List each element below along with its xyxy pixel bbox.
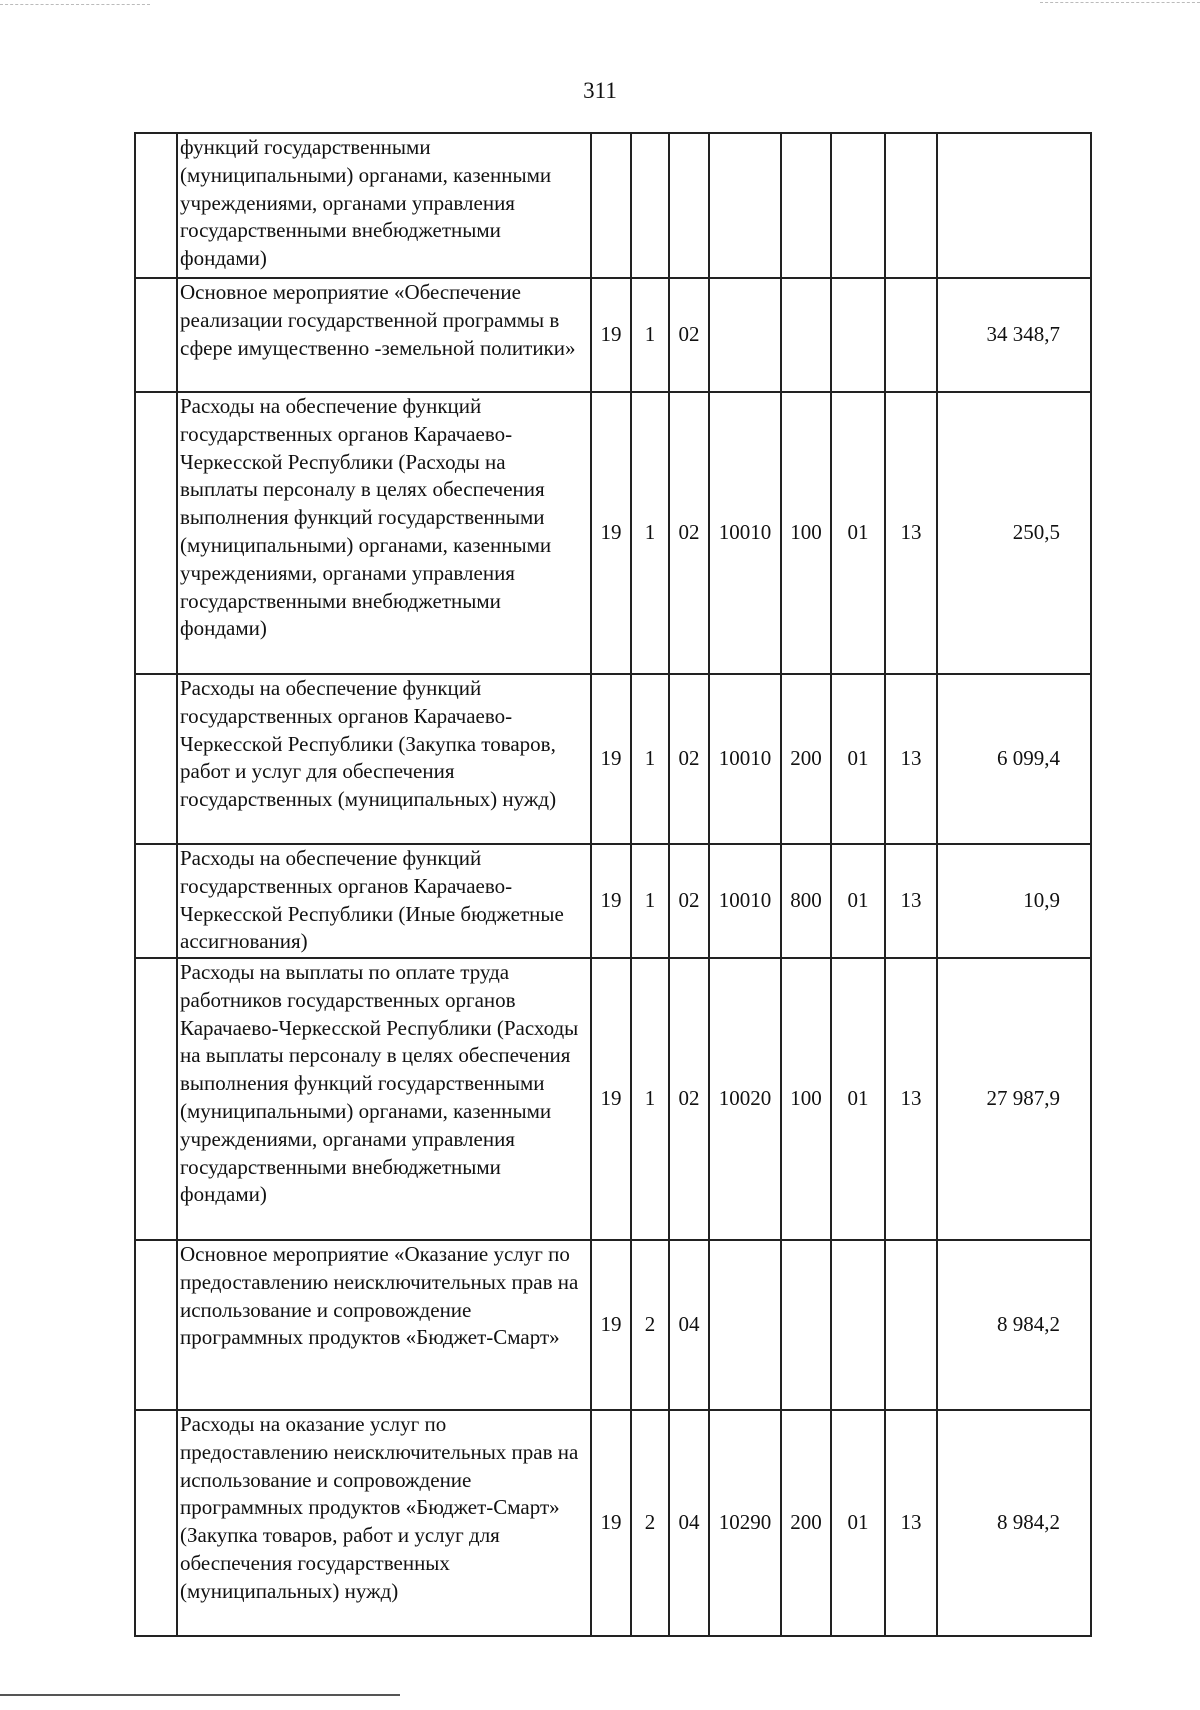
code-cell: 800 (781, 844, 831, 958)
code-cell: 02 (669, 278, 709, 392)
code-cell: 13 (885, 674, 937, 844)
row-number-cell (135, 958, 177, 1240)
code-cell: 1 (631, 392, 669, 674)
code-cell: 01 (831, 844, 885, 958)
row-number-cell (135, 133, 177, 278)
amount-cell: 6 099,4 (937, 674, 1091, 844)
code-cell: 19 (591, 958, 631, 1240)
code-cell (831, 278, 885, 392)
code-cell: 02 (669, 844, 709, 958)
row-number-cell (135, 1410, 177, 1636)
page-number: 311 (583, 78, 617, 103)
code-cell: 13 (885, 958, 937, 1240)
table-row (135, 958, 1091, 1240)
code-cell: 2 (631, 1410, 669, 1636)
code-cell: 1 (631, 958, 669, 1240)
code-cell: 19 (591, 844, 631, 958)
code-cell: 01 (831, 674, 885, 844)
code-cell: 13 (885, 844, 937, 958)
code-cell: 200 (781, 674, 831, 844)
scan-artifact-line-top-left (0, 4, 150, 5)
table-row (135, 392, 1091, 674)
budget-table (134, 132, 1092, 1637)
code-cell: 19 (591, 278, 631, 392)
scan-artifact-line-top-right (1040, 2, 1200, 3)
code-cell (831, 133, 885, 278)
code-cell: 01 (831, 392, 885, 674)
description-cell: Расходы на обеспечение функций государственных органов Карачаево-Черкесской Республики (Иные бюджетные ассигнования) (177, 844, 591, 958)
code-cell: 02 (669, 958, 709, 1240)
row-number-cell (135, 674, 177, 844)
code-cell: 01 (831, 958, 885, 1240)
code-cell (709, 278, 781, 392)
amount-cell: 34 348,7 (937, 278, 1091, 392)
table-row (135, 1240, 1091, 1410)
code-cell: 10010 (709, 392, 781, 674)
code-cell (709, 1240, 781, 1410)
code-cell: 19 (591, 1410, 631, 1636)
description-cell: Расходы на оказание услуг по предоставлению неисключительных прав на использование и сопровождение программных продуктов «Бюджет-Смарт» (Закупка товаров, работ и услуг для обеспечения государственных (муниципальных) нужд) (177, 1410, 591, 1636)
code-cell: 100 (781, 958, 831, 1240)
description-cell: Расходы на обеспечение функций государственных органов Карачаево-Черкесской Республики (Расходы на выплаты персоналу в целях обеспечения выполнения функций государственными (муниципальными) органами, казенными учреждениями, органами управления государственными внебюджетными фондами) (177, 392, 591, 674)
code-cell: 02 (669, 674, 709, 844)
code-cell: 100 (781, 392, 831, 674)
code-cell: 10010 (709, 674, 781, 844)
description-cell: функций государственными (муниципальными) органами, казенными учреждениями, органами управления государственными внебюджетными фондами) (177, 133, 591, 278)
amount-cell: 10,9 (937, 844, 1091, 958)
code-cell: 1 (631, 844, 669, 958)
code-cell (885, 1240, 937, 1410)
row-number-cell (135, 278, 177, 392)
code-cell (669, 133, 709, 278)
code-cell (885, 133, 937, 278)
code-cell: 10290 (709, 1410, 781, 1636)
bottom-rule (0, 1694, 400, 1696)
row-number-cell (135, 1240, 177, 1410)
amount-cell: 27 987,9 (937, 958, 1091, 1240)
code-cell: 1 (631, 674, 669, 844)
code-cell: 19 (591, 392, 631, 674)
code-cell: 01 (831, 1410, 885, 1636)
code-cell: 1 (631, 278, 669, 392)
code-cell (781, 278, 831, 392)
description-cell: Расходы на обеспечение функций государственных органов Карачаево-Черкесской Республики (Закупка товаров, работ и услуг для обеспечения государственных (муниципальных) нужд) (177, 674, 591, 844)
table-row (135, 133, 1091, 278)
table-row (135, 278, 1091, 392)
description-cell: Расходы на выплаты по оплате труда работников государственных органов Карачаево-Черкесской Республики (Расходы на выплаты персоналу в целях обеспечения выполнения функций государственными (муниципальными) органами, казенными учреждениями, органами управления государственными внебюджетными фондами) (177, 958, 591, 1240)
code-cell: 19 (591, 674, 631, 844)
description-cell: Основное мероприятие «Обеспечение реализации государственной программы в сфере имущественно -земельной политики» (177, 278, 591, 392)
code-cell: 200 (781, 1410, 831, 1636)
code-cell: 04 (669, 1240, 709, 1410)
code-cell: 13 (885, 1410, 937, 1636)
code-cell (591, 133, 631, 278)
code-cell: 2 (631, 1240, 669, 1410)
amount-cell (937, 133, 1091, 278)
amount-cell: 250,5 (937, 392, 1091, 674)
code-cell (781, 133, 831, 278)
table-row (135, 674, 1091, 844)
row-number-cell (135, 844, 177, 958)
code-cell (781, 1240, 831, 1410)
code-cell: 19 (591, 1240, 631, 1410)
table-row (135, 844, 1091, 958)
amount-cell: 8 984,2 (937, 1410, 1091, 1636)
row-number-cell (135, 392, 177, 674)
code-cell: 10010 (709, 844, 781, 958)
code-cell (631, 133, 669, 278)
code-cell: 02 (669, 392, 709, 674)
code-cell (885, 278, 937, 392)
code-cell: 04 (669, 1410, 709, 1636)
code-cell (709, 133, 781, 278)
table-row (135, 1410, 1091, 1636)
amount-cell: 8 984,2 (937, 1240, 1091, 1410)
code-cell (831, 1240, 885, 1410)
code-cell: 10020 (709, 958, 781, 1240)
description-cell: Основное мероприятие «Оказание услуг по предоставлению неисключительных прав на использование и сопровождение программных продуктов «Бюджет-Смарт» (177, 1240, 591, 1410)
code-cell: 13 (885, 392, 937, 674)
